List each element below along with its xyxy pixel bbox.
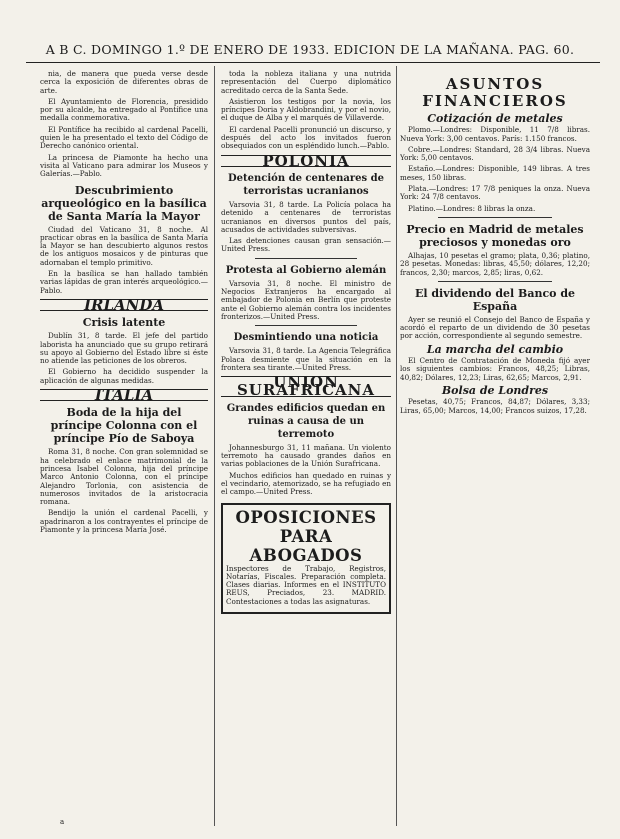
headline: Desmintiendo una noticia: [233, 332, 379, 344]
headline: Precio en Madrid de metales preciosos y monedas oro: [406, 222, 584, 249]
section-heading: POLONIA: [221, 155, 391, 167]
article-body: Varsovia 31, 8 tarde. La Agencia Telegráfica Polaca desmiente que la situación en la frontera sea tirante.—United Press.: [221, 346, 391, 372]
headline: Bolsa de Londres: [441, 383, 549, 397]
headline: La marcha del cambio: [426, 342, 564, 356]
ad-title: OPOSICIONES PARA ABOGADOS: [235, 507, 377, 565]
headline: Cotización de metales: [427, 112, 563, 125]
article-body: Varsovia 31, 8 tarde. La Policía polaca ha detenido a centenares de terroristas ucranianos en diversos puntos del país, acusados de actividades subversivas. Las detenciones causan gran sensación.—United Press.: [221, 199, 391, 254]
header-rule: [26, 62, 600, 63]
column-1: [40, 70, 208, 832]
article-body: El Centro de Contratación de Moneda fijó ayer los siguientes cambios: Francos, 48,25; Libras, 40,82; Dólares, 12,23; Liras, 62,65; Marcos, 2,91.: [400, 356, 590, 382]
article-body: Varsovia 31, 8 noche. El ministro de Negocios Extranjeros ha encargado al embajador de Polonia en Berlín que proteste ante el Gobierno alemán contra los incidentes fronterizos.—United Press.: [221, 278, 391, 321]
headline: Boda de la hija del príncipe Colonna con el príncipe Pío de Saboya: [50, 406, 198, 446]
divider: [255, 325, 357, 326]
column-3: [400, 70, 590, 832]
article-body: toda la nobleza italiana y una nutrida representación del Cuerpo diplomático acreditado cerca de la Santa Sede. Asistieron los testigos por la novia, los príncipes Doria y Aldobrandini, y por el novio, el duque de Alba y el marqués de Villaverde. El cardenal Pacelli pronunció un discurso, y después del acto los invitados fueron obsequiados con un espléndido lunch.—Pablo.: [221, 70, 391, 151]
article-body: nia, de manera que pueda verse desde cerca la exposición de diferentes obras de arte. El Ayuntamiento de Florencia, presidido por su alcalde, ha entregado al Pontífice una medalla conmemorativa. El Pontífice ha recibido al cardenal Pacelli, quien le ha presentado el texto del Código de Derecho canónico oriental. La princesa de Piamonte ha hecho una visita al Vaticano para admirar los Museos y Galerías.—Pablo.: [40, 70, 208, 179]
column-divider: [396, 66, 397, 826]
ad-text: Inspectores de Trabajo, Registros, Notarías, Fiscales. Preparación completa. Clases diarias. Informes en el INSTITUTO REUS, Preciados, 23. MADRID. Contestaciones a todas las asignaturas.: [226, 563, 386, 606]
article-body: Ayer se reunió el Consejo del Banco de España y acordó el reparto de un dividendo de 30 pesetas por acción, correspondiente al segundo semestre.: [400, 314, 590, 341]
article-body: Pesetas, 40,75; Francos, 84,87; Dólares, 3,33; Liras, 65,00; Marcos, 14,00; Francos suizos, 17,28.: [400, 397, 590, 415]
advertisement: [221, 503, 391, 614]
article-body: Dublín 31, 8 tarde. El jefe del partido laborista ha anunciado que su grupo retirará su apoyo al Gobierno del Estado libre si éste no atiende las peticiones de los obreros. El Gobierno ha decidido suspender la aplicación de algunas medidas.: [40, 331, 208, 385]
headline: Detención de centenares de terroristas ucranianos: [228, 172, 384, 197]
column-divider: [214, 66, 215, 826]
section-heading: UNION SURAFRICANA: [221, 376, 391, 397]
section-heading: IRLANDA: [40, 299, 208, 311]
headline: El dividendo del Banco de España: [414, 286, 576, 313]
section-heading: ASUNTOS FINANCIEROS: [422, 75, 568, 110]
page-header: A B C. DOMINGO 1.º DE ENERO DE 1933. EDICION DE LA MAÑANA. PAG. 60.: [45, 42, 575, 57]
divider: [438, 217, 552, 218]
article-body: Ciudad del Vaticano 31, 8 noche. Al practicar obras en la basílica de Santa María la Mayor se han descubierto algunos restos de los antiguos mosaicos y de pinturas que adornaban el templo primitivo. En la basílica se han hallado también varias lápidas de gran interés arqueológico.—Pablo.: [40, 224, 208, 295]
headline: Protesta al Gobierno alemán: [225, 264, 387, 276]
headline: Grandes edificios quedan en ruinas a causa de un terremoto: [226, 402, 386, 440]
article-body: Johannesburgo 31, 11 mañana. Un violento terremoto ha causado grandes daños en varias poblaciones de la Unión Surafricana. Muchos edificios han quedado en ruinas y el vecindario, atemorizado, se ha refugiado en el campo.—United Press.: [221, 442, 391, 497]
article-body: Alhajas, 10 pesetas el gramo; plata, 0,36; platino, 28 pesetas. Monedas: libras, 45,50; dólares, 12,20; francos, 2,30; marcos, 2,85; liras, 0,62.: [400, 250, 590, 277]
column-2: [221, 70, 391, 832]
headline: Descubrimiento arqueológico en la basílica de Santa María la Mayor: [41, 183, 207, 223]
headline: Crisis latente: [82, 316, 166, 330]
article-body: Roma 31, 8 noche. Con gran solemnidad se ha celebrado el enlace matrimonial de la princesa Isabel Colonna, hija del príncipe Marco Antonio Colonna, con el príncipe Alejandro Torlonia, con asistencia de numerosos invitados de la aristocracia romana. Bendijo la unión el cardenal Pacelli, y apadrinaron a los contrayentes el príncipe de Piamonte y la princesa María José.: [40, 447, 208, 534]
divider: [255, 258, 357, 259]
article-body: Plomo.—Londres: Disponible, 11 7/8 libras. Nueva York: 3,00 centavos. París: 1.150 francos. Cobre.—Londres: Standard, 28 3/4 libras. Nueva York: 5,00 centavos. Estaño.—Londres: Disponible, 149 libras. A tres meses, 150 libras. Plata.—Londres: 17 7/8 peniques la onza. Nueva York: 24 7/8 centavos. Platino.—Londres: 8 libras la onza.: [400, 125, 590, 213]
page-mark: a: [60, 818, 65, 826]
divider: [438, 281, 552, 282]
section-heading: ITALIA: [40, 389, 208, 401]
